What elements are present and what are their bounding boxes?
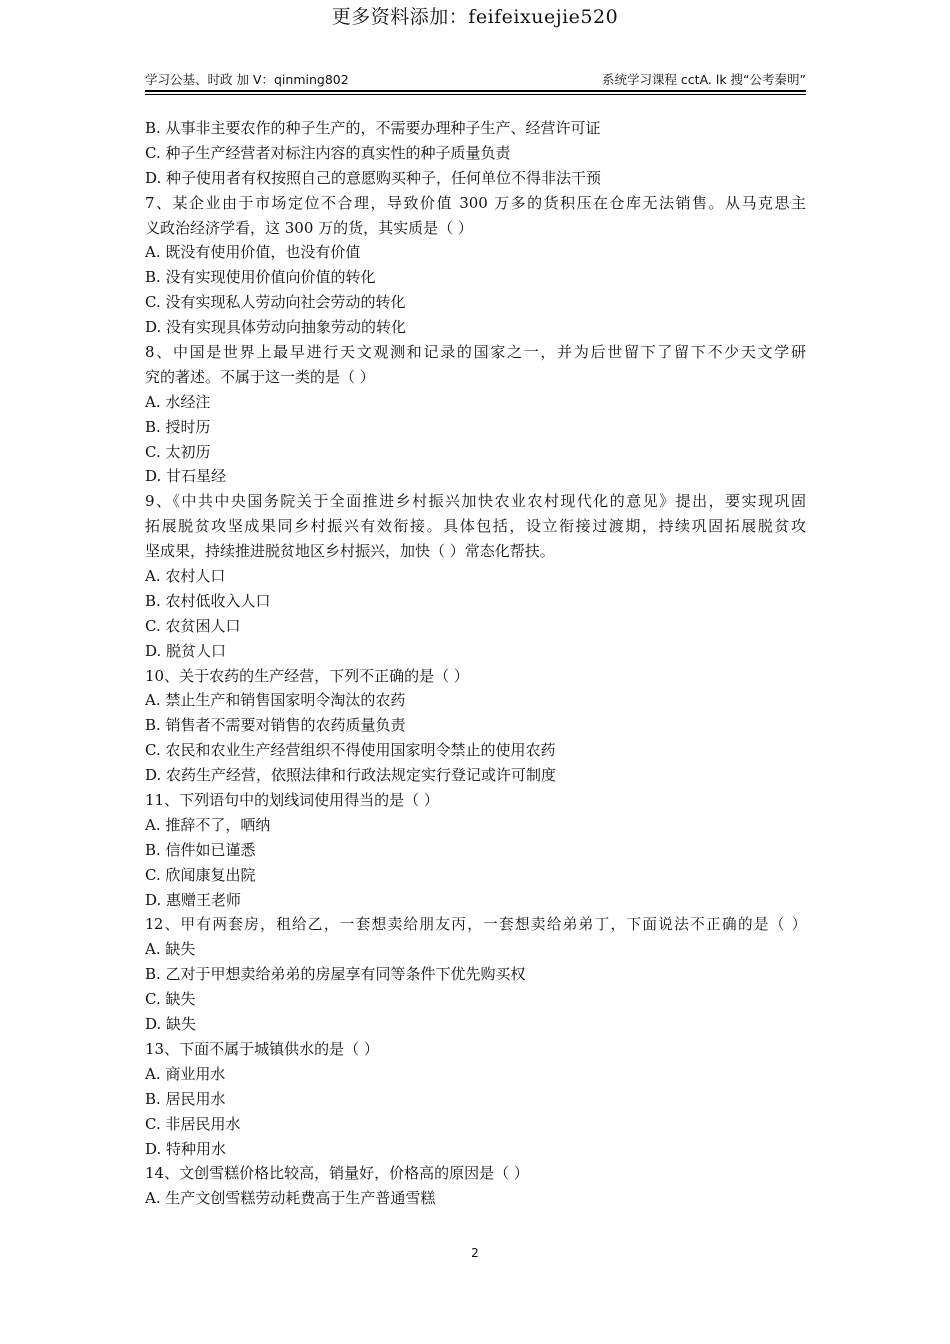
option-line: C. 欣闻康复出院 [145, 865, 256, 884]
option-line: A. 生产文创雪糕劳动耗费高于生产普通雪糕 [145, 1189, 436, 1208]
question-13-line: 13、下面不属于城镇供水的是（ ） [145, 1039, 379, 1058]
question-11-line: 11、下列语句中的划线词使用得当的是（ ） [145, 791, 439, 810]
option-line: D. 特种用水 [145, 1139, 227, 1158]
question-7-line: 7、某企业由于市场定位不合理，导致价值 300 万多的货积压在仓库无法销售。从马克思主 [145, 193, 806, 212]
question-8-line: 8、中国是世界上最早进行天文观测和记录的国家之一，并为后世留下了留下不少天文学研 [145, 343, 806, 362]
header-right-text: 系统学习课程 cctA. lk 搜“公考秦明” [601, 72, 806, 87]
option-line: B. 农村低收入人口 [145, 591, 271, 610]
option-line: A. 商业用水 [145, 1064, 226, 1083]
option-line: A. 农村人口 [145, 567, 226, 586]
option-line: B. 没有实现使用价值向价值的转化 [145, 268, 376, 287]
text-line: C. 种子生产经营者对标注内容的真实性的种子质量负责 [145, 143, 511, 162]
question-body [145, 116, 806, 1211]
text-line: D. 种子使用者有权按照自己的意愿购买种子，任何单位不得非法干预 [145, 168, 602, 187]
option-line: D. 脱贫人口 [145, 641, 227, 660]
page-number: 2 [471, 1246, 479, 1260]
header-left-text: 学习公基、时政 加 V：qinming802 [145, 72, 349, 87]
option-line: D. 甘石星经 [145, 467, 227, 486]
question-9-line: 9、《中共中央国务院关于全面推进乡村振兴加快农业农村现代化的意见》提出，要实现巩固 [145, 492, 806, 511]
option-line: C. 农贫困人口 [145, 616, 241, 635]
option-line: A. 既没有使用价值，也没有价值 [145, 243, 361, 262]
option-line: A. 禁止生产和销售国家明令淘汰的农药 [145, 691, 406, 710]
option-line: B. 居民用水 [145, 1089, 226, 1108]
question-12-line: 12、甲有两套房，租给乙，一套想卖给朋友丙，一套想卖给弟弟丁，下面说法不正确的是（ ） [145, 915, 806, 933]
text-line: 坚成果，持续推进脱贫地区乡村振兴，加快（ ）常态化帮扶。 [145, 542, 555, 561]
text-line: 拓展脱贫攻坚成果同乡村振兴有效衔接。具体包括，设立衔接过渡期，持续巩固拓展脱贫攻 [145, 517, 806, 536]
text-line: B. 从事非主要农作的种子生产的，不需要办理种子生产、经营许可证 [145, 119, 601, 137]
header-rule-thin [145, 94, 806, 95]
contact-banner: 更多资料添加：feifeixuejie520 [331, 6, 619, 28]
option-line: D. 没有实现具体劳动向抽象劳动的转化 [145, 318, 407, 337]
question-10-line: 10、关于农药的生产经营，下列不正确的是（ ） [145, 666, 469, 685]
option-line: C. 太初历 [145, 442, 211, 461]
text-line: 义政治经济学看，这 300 万的货，其实质是（ ） [145, 218, 473, 237]
page-header [145, 70, 806, 90]
header-rule-thick [145, 90, 806, 92]
option-line: A. 水经注 [145, 392, 211, 411]
option-line: C. 农民和农业生产经营组织不得使用国家明令禁止的使用农药 [145, 741, 556, 760]
option-line: D. 缺失 [145, 1015, 197, 1034]
option-line: A. 推辞不了，哂纳 [145, 815, 271, 834]
option-line: C. 非居民用水 [145, 1114, 241, 1133]
option-line: B. 乙对于甲想卖给弟弟的房屋享有同等条件下优先购买权 [145, 965, 526, 984]
option-line: D. 农药生产经营，依照法律和行政法规定实行登记或许可制度 [145, 766, 557, 785]
option-line: B. 销售者不需要对销售的农药质量负责 [145, 716, 406, 735]
text-line: 究的著述。不属于这一类的是（ ） [145, 367, 375, 386]
option-line: B. 信件如已谨悉 [145, 840, 256, 859]
question-14-line: 14、文创雪糕价格比较高，销量好，价格高的原因是（ ） [145, 1164, 529, 1183]
option-line: C. 缺失 [145, 990, 196, 1009]
option-line: D. 惠赠王老师 [145, 890, 242, 909]
option-line: C. 没有实现私人劳动向社会劳动的转化 [145, 293, 406, 312]
option-line: B. 授时历 [145, 417, 211, 436]
option-line: A. 缺失 [145, 940, 196, 959]
